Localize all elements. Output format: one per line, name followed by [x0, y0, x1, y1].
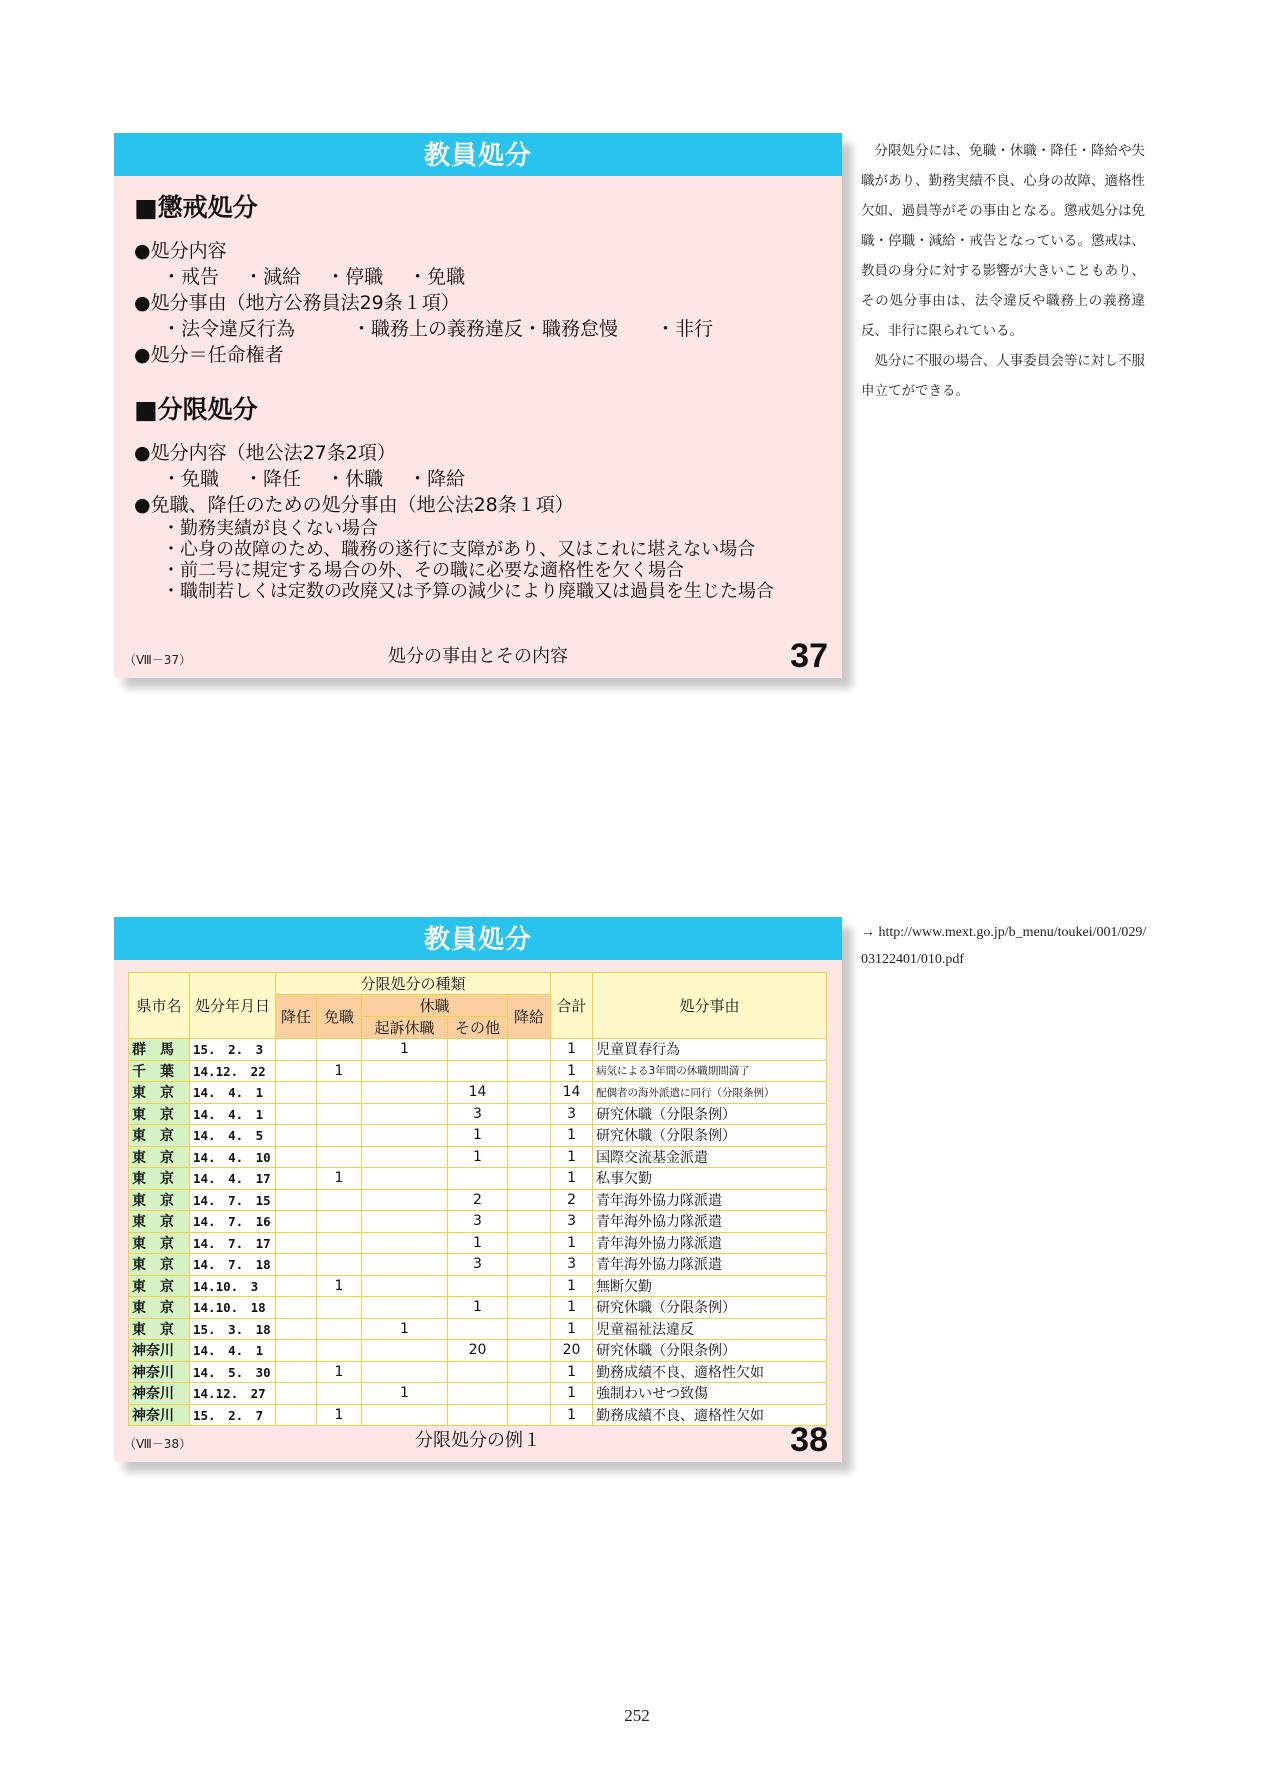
table-row [129, 1103, 827, 1125]
cell-date: 14.10. 18 [190, 1297, 276, 1319]
cell-demotion [276, 1189, 317, 1211]
cell-pref: 神奈川 [129, 1383, 190, 1405]
cell-pay-cut [508, 1103, 551, 1125]
section-status [134, 390, 822, 602]
sub-line: ・勤務実績が良くない場合 [162, 518, 378, 539]
cell-pref: 神奈川 [129, 1404, 190, 1426]
cell-indicted [362, 1254, 448, 1276]
cell-pref: 千 葉 [129, 1060, 190, 1082]
cell-other: 2 [448, 1189, 508, 1211]
cell-total: 3 [551, 1103, 593, 1125]
cell-pref: 東 京 [129, 1103, 190, 1125]
sub-line: ・戒告 ・減給 ・停職 ・免職 [162, 266, 466, 288]
table-row [129, 1039, 827, 1061]
cell-pay-cut [508, 1318, 551, 1340]
cell-demotion [276, 1318, 317, 1340]
header-demotion: 降任 [276, 995, 317, 1039]
cell-pref: 東 京 [129, 1254, 190, 1276]
cell-date: 14. 4. 1 [190, 1340, 276, 1362]
cell-dismissal: 1 [317, 1060, 362, 1082]
cell-pref: 東 京 [129, 1189, 190, 1211]
cell-dismissal: 1 [317, 1168, 362, 1190]
bullet-line: ●処分＝任命権者 [134, 344, 284, 366]
cell-dismissal: 1 [317, 1404, 362, 1426]
cell-total: 1 [551, 1146, 593, 1168]
cell-date: 14.12. 22 [190, 1060, 276, 1082]
cell-indicted [362, 1232, 448, 1254]
table-row [129, 1232, 827, 1254]
header-types: 分限処分の種類 [276, 973, 551, 995]
cell-other: 3 [448, 1103, 508, 1125]
cell-pay-cut [508, 1082, 551, 1104]
cell-indicted [362, 1146, 448, 1168]
cell-dismissal: 1 [317, 1361, 362, 1383]
cell-pay-cut [508, 1146, 551, 1168]
cell-pref: 群 馬 [129, 1039, 190, 1061]
cell-date: 15. 2. 3 [190, 1039, 276, 1061]
slide-title: 教員処分 [114, 133, 842, 176]
cell-dismissal [317, 1125, 362, 1147]
cell-pay-cut [508, 1211, 551, 1233]
cell-other: 3 [448, 1254, 508, 1276]
cell-demotion [276, 1168, 317, 1190]
table-row [129, 1125, 827, 1147]
slide-id: （Ⅷ－38） [124, 1437, 192, 1451]
cell-other [448, 1361, 508, 1383]
table-row [129, 1297, 827, 1319]
cell-demotion [276, 1340, 317, 1362]
cell-total: 2 [551, 1189, 593, 1211]
side-commentary [861, 136, 1145, 406]
cell-reason: 国際交流基金派遣 [593, 1146, 827, 1168]
cell-pref: 東 京 [129, 1146, 190, 1168]
cell-pay-cut [508, 1361, 551, 1383]
cell-other: 14 [448, 1082, 508, 1104]
cell-pay-cut [508, 1039, 551, 1061]
cell-pref: 東 京 [129, 1297, 190, 1319]
cell-pay-cut [508, 1254, 551, 1276]
cell-pay-cut [508, 1275, 551, 1297]
header-leave: 休職 [362, 995, 508, 1017]
cell-total: 3 [551, 1254, 593, 1276]
cell-reason: 研究休職（分限条例） [593, 1340, 827, 1362]
cell-reason: 研究休職（分限条例） [593, 1125, 827, 1147]
cell-pref: 東 京 [129, 1275, 190, 1297]
cell-reason: 青年海外協力隊派遣 [593, 1189, 827, 1211]
cell-pref: 神奈川 [129, 1361, 190, 1383]
header-indicted: 起訴休職 [362, 1017, 448, 1039]
cell-total: 20 [551, 1340, 593, 1362]
header-dismissal: 免職 [317, 995, 362, 1039]
cell-pay-cut [508, 1297, 551, 1319]
cell-demotion [276, 1383, 317, 1405]
section-heading: ■分限処分 [134, 395, 258, 424]
cell-total: 1 [551, 1318, 593, 1340]
slide-number: 38 [790, 1421, 828, 1459]
cell-dismissal [317, 1383, 362, 1405]
cell-pref: 神奈川 [129, 1340, 190, 1362]
cell-indicted [362, 1297, 448, 1319]
cell-pay-cut [508, 1232, 551, 1254]
sub-line: ・免職 ・降任 ・休職 ・降給 [162, 468, 466, 490]
cell-date: 14. 4. 1 [190, 1103, 276, 1125]
cell-date: 14. 7. 16 [190, 1211, 276, 1233]
cell-pref: 東 京 [129, 1168, 190, 1190]
header-pref: 県市名 [129, 973, 190, 1039]
cell-date: 14. 7. 15 [190, 1189, 276, 1211]
cell-pref: 東 京 [129, 1211, 190, 1233]
cell-indicted [362, 1189, 448, 1211]
cell-other: 20 [448, 1340, 508, 1362]
cell-date: 14. 7. 18 [190, 1254, 276, 1276]
table-container [128, 972, 826, 1426]
cell-indicted [362, 1361, 448, 1383]
slide-id: （Ⅷ－37） [124, 653, 192, 667]
sub-line: ・職制若しくは定数の改廃又は予算の減少により廃職又は過員を生じた場合 [162, 581, 774, 602]
table-row [129, 1211, 827, 1233]
bullet-line: ●免職、降任のための処分事由（地公法28条１項） [134, 494, 574, 516]
cell-dismissal [317, 1232, 362, 1254]
table-row [129, 1340, 827, 1362]
cell-other: 3 [448, 1211, 508, 1233]
cell-dismissal [317, 1189, 362, 1211]
cell-dismissal [317, 1146, 362, 1168]
cell-date: 14.12. 27 [190, 1383, 276, 1405]
slide-caption: 分限処分の例１ [415, 1430, 541, 1451]
cell-demotion [276, 1060, 317, 1082]
cell-total: 1 [551, 1297, 593, 1319]
cell-reason: 青年海外協力隊派遣 [593, 1254, 827, 1276]
sub-line: ・心身の故障のため、職務の遂行に支障があり、又はこれに堪えない場合 [162, 539, 756, 560]
table-row [129, 1383, 827, 1405]
cell-other: 1 [448, 1146, 508, 1168]
cell-other: 1 [448, 1297, 508, 1319]
cell-demotion [276, 1275, 317, 1297]
cell-total: 1 [551, 1232, 593, 1254]
cell-demotion [276, 1297, 317, 1319]
cell-reason: 児童福祉法違反 [593, 1318, 827, 1340]
section-disciplinary [134, 188, 822, 368]
cell-other: 1 [448, 1125, 508, 1147]
cell-date: 14. 5. 30 [190, 1361, 276, 1383]
cell-total: 3 [551, 1211, 593, 1233]
cell-total: 1 [551, 1404, 593, 1426]
header-total: 合計 [551, 973, 593, 1039]
cell-total: 1 [551, 1275, 593, 1297]
cell-date: 14. 7. 17 [190, 1232, 276, 1254]
sub-line: ・前二号に規定する場合の外、その職に必要な適格性を欠く場合 [162, 560, 684, 581]
cell-pay-cut [508, 1060, 551, 1082]
header-reason: 処分事由 [593, 973, 827, 1039]
cell-pay-cut [508, 1383, 551, 1405]
cell-total: 1 [551, 1125, 593, 1147]
cell-dismissal: 1 [317, 1275, 362, 1297]
cell-reason: 青年海外協力隊派遣 [593, 1232, 827, 1254]
cell-dismissal [317, 1211, 362, 1233]
cell-date: 14. 4. 5 [190, 1125, 276, 1147]
slide-37 [114, 133, 842, 678]
cell-demotion [276, 1082, 317, 1104]
cell-reason: 勤務成績不良、適格性欠如 [593, 1361, 827, 1383]
cell-demotion [276, 1125, 317, 1147]
cell-total: 1 [551, 1039, 593, 1061]
table-row [129, 1060, 827, 1082]
header-date: 処分年月日 [190, 973, 276, 1039]
cell-total: 1 [551, 1361, 593, 1383]
header-other: その他 [448, 1017, 508, 1039]
cell-reason: 青年海外協力隊派遣 [593, 1211, 827, 1233]
commentary-paragraph: 分限処分には、免職・休職・降任・降給や失職があり、勤務実績不良、心身の故障、適格性欠如、過員等がその事由となる。懲戒処分は免職・停職・減給・戒告となっている。懲戒は、教員の身分に対する影響が大きいこともあり、その処分事由は、法令違反や職務上の義務違反、非行に限られている。 [861, 143, 1145, 339]
cell-pref: 東 京 [129, 1082, 190, 1104]
table-body [129, 1039, 827, 1426]
header-pay-cut: 降給 [508, 995, 551, 1039]
cell-total: 14 [551, 1082, 593, 1104]
cell-demotion [276, 1103, 317, 1125]
slide-body [134, 188, 822, 602]
cell-indicted [362, 1275, 448, 1297]
table-row [129, 1254, 827, 1276]
table-row [129, 1168, 827, 1190]
slide-title: 教員処分 [114, 917, 842, 960]
cell-date: 14. 4. 17 [190, 1168, 276, 1190]
cell-date: 15. 2. 7 [190, 1404, 276, 1426]
cell-pref: 東 京 [129, 1318, 190, 1340]
cell-indicted: 1 [362, 1318, 448, 1340]
cell-total: 1 [551, 1060, 593, 1082]
table-row [129, 1275, 827, 1297]
bullet-line: ●処分内容（地公法27条2項） [134, 442, 396, 464]
cell-pref: 東 京 [129, 1125, 190, 1147]
cell-other: 1 [448, 1232, 508, 1254]
cell-other [448, 1039, 508, 1061]
slide-number: 37 [790, 637, 828, 675]
cell-pay-cut [508, 1189, 551, 1211]
slide-footer [114, 1412, 842, 1462]
cell-other [448, 1060, 508, 1082]
cell-dismissal [317, 1340, 362, 1362]
cell-indicted [362, 1060, 448, 1082]
slide-38 [114, 917, 842, 1462]
cell-other [448, 1318, 508, 1340]
cell-reason: 研究休職（分限条例） [593, 1103, 827, 1125]
table-row [129, 1146, 827, 1168]
cell-demotion [276, 1232, 317, 1254]
cell-date: 14. 4. 10 [190, 1146, 276, 1168]
cell-indicted: 1 [362, 1039, 448, 1061]
cell-pref: 東 京 [129, 1232, 190, 1254]
cell-date: 14. 4. 1 [190, 1082, 276, 1104]
cell-dismissal [317, 1103, 362, 1125]
cell-dismissal [317, 1318, 362, 1340]
cell-indicted [362, 1125, 448, 1147]
cell-date: 14.10. 3 [190, 1275, 276, 1297]
cell-reason: 配偶者の海外派遣に同行（分限条例） [593, 1082, 827, 1104]
cell-reason: 児童買春行為 [593, 1039, 827, 1061]
cell-demotion [276, 1211, 317, 1233]
cell-dismissal [317, 1254, 362, 1276]
slide-footer [114, 628, 842, 678]
cell-reason: 無断欠勤 [593, 1275, 827, 1297]
cell-indicted [362, 1103, 448, 1125]
table-row [129, 1082, 827, 1104]
cell-demotion [276, 1254, 317, 1276]
reference-url: → http://www.mext.go.jp/b_menu/toukei/001/029/03122401/010.pdf [861, 925, 1147, 967]
cell-indicted: 1 [362, 1383, 448, 1405]
disposition-table [128, 972, 827, 1426]
cell-demotion [276, 1146, 317, 1168]
cell-other [448, 1275, 508, 1297]
cell-indicted [362, 1211, 448, 1233]
cell-reason: 勤務成績不良、適格性欠如 [593, 1404, 827, 1426]
cell-other [448, 1383, 508, 1405]
cell-reason: 強制わいせつ致傷 [593, 1383, 827, 1405]
cell-other [448, 1168, 508, 1190]
slide-caption: 処分の事由とその内容 [388, 646, 568, 667]
cell-pay-cut [508, 1340, 551, 1362]
cell-pay-cut [508, 1125, 551, 1147]
cell-indicted [362, 1082, 448, 1104]
cell-demotion [276, 1361, 317, 1383]
cell-reason: 研究休職（分限条例） [593, 1297, 827, 1319]
table-row [129, 1189, 827, 1211]
cell-pay-cut [508, 1168, 551, 1190]
cell-dismissal [317, 1297, 362, 1319]
cell-total: 1 [551, 1383, 593, 1405]
cell-total: 1 [551, 1168, 593, 1190]
cell-reason: 私事欠勤 [593, 1168, 827, 1190]
table-row [129, 1318, 827, 1340]
bullet-line: ●処分事由（地方公務員法29条１項） [134, 292, 460, 314]
cell-dismissal [317, 1039, 362, 1061]
cell-dismissal [317, 1082, 362, 1104]
cell-date: 15. 3. 18 [190, 1318, 276, 1340]
cell-reason: 病気による3年間の休職期間満了 [593, 1060, 827, 1082]
cell-indicted [362, 1168, 448, 1190]
table-row [129, 1361, 827, 1383]
page-number: 252 [624, 1706, 650, 1725]
commentary-paragraph: 処分に不服の場合、人事委員会等に対し不服申立てができる。 [861, 353, 1145, 399]
section-heading: ■懲戒処分 [134, 193, 258, 222]
sub-line: ・法令違反行為 ・職務上の義務違反・職務怠慢 ・非行 [162, 318, 714, 340]
bullet-line: ●処分内容 [134, 240, 227, 262]
cell-demotion [276, 1039, 317, 1061]
cell-indicted [362, 1340, 448, 1362]
